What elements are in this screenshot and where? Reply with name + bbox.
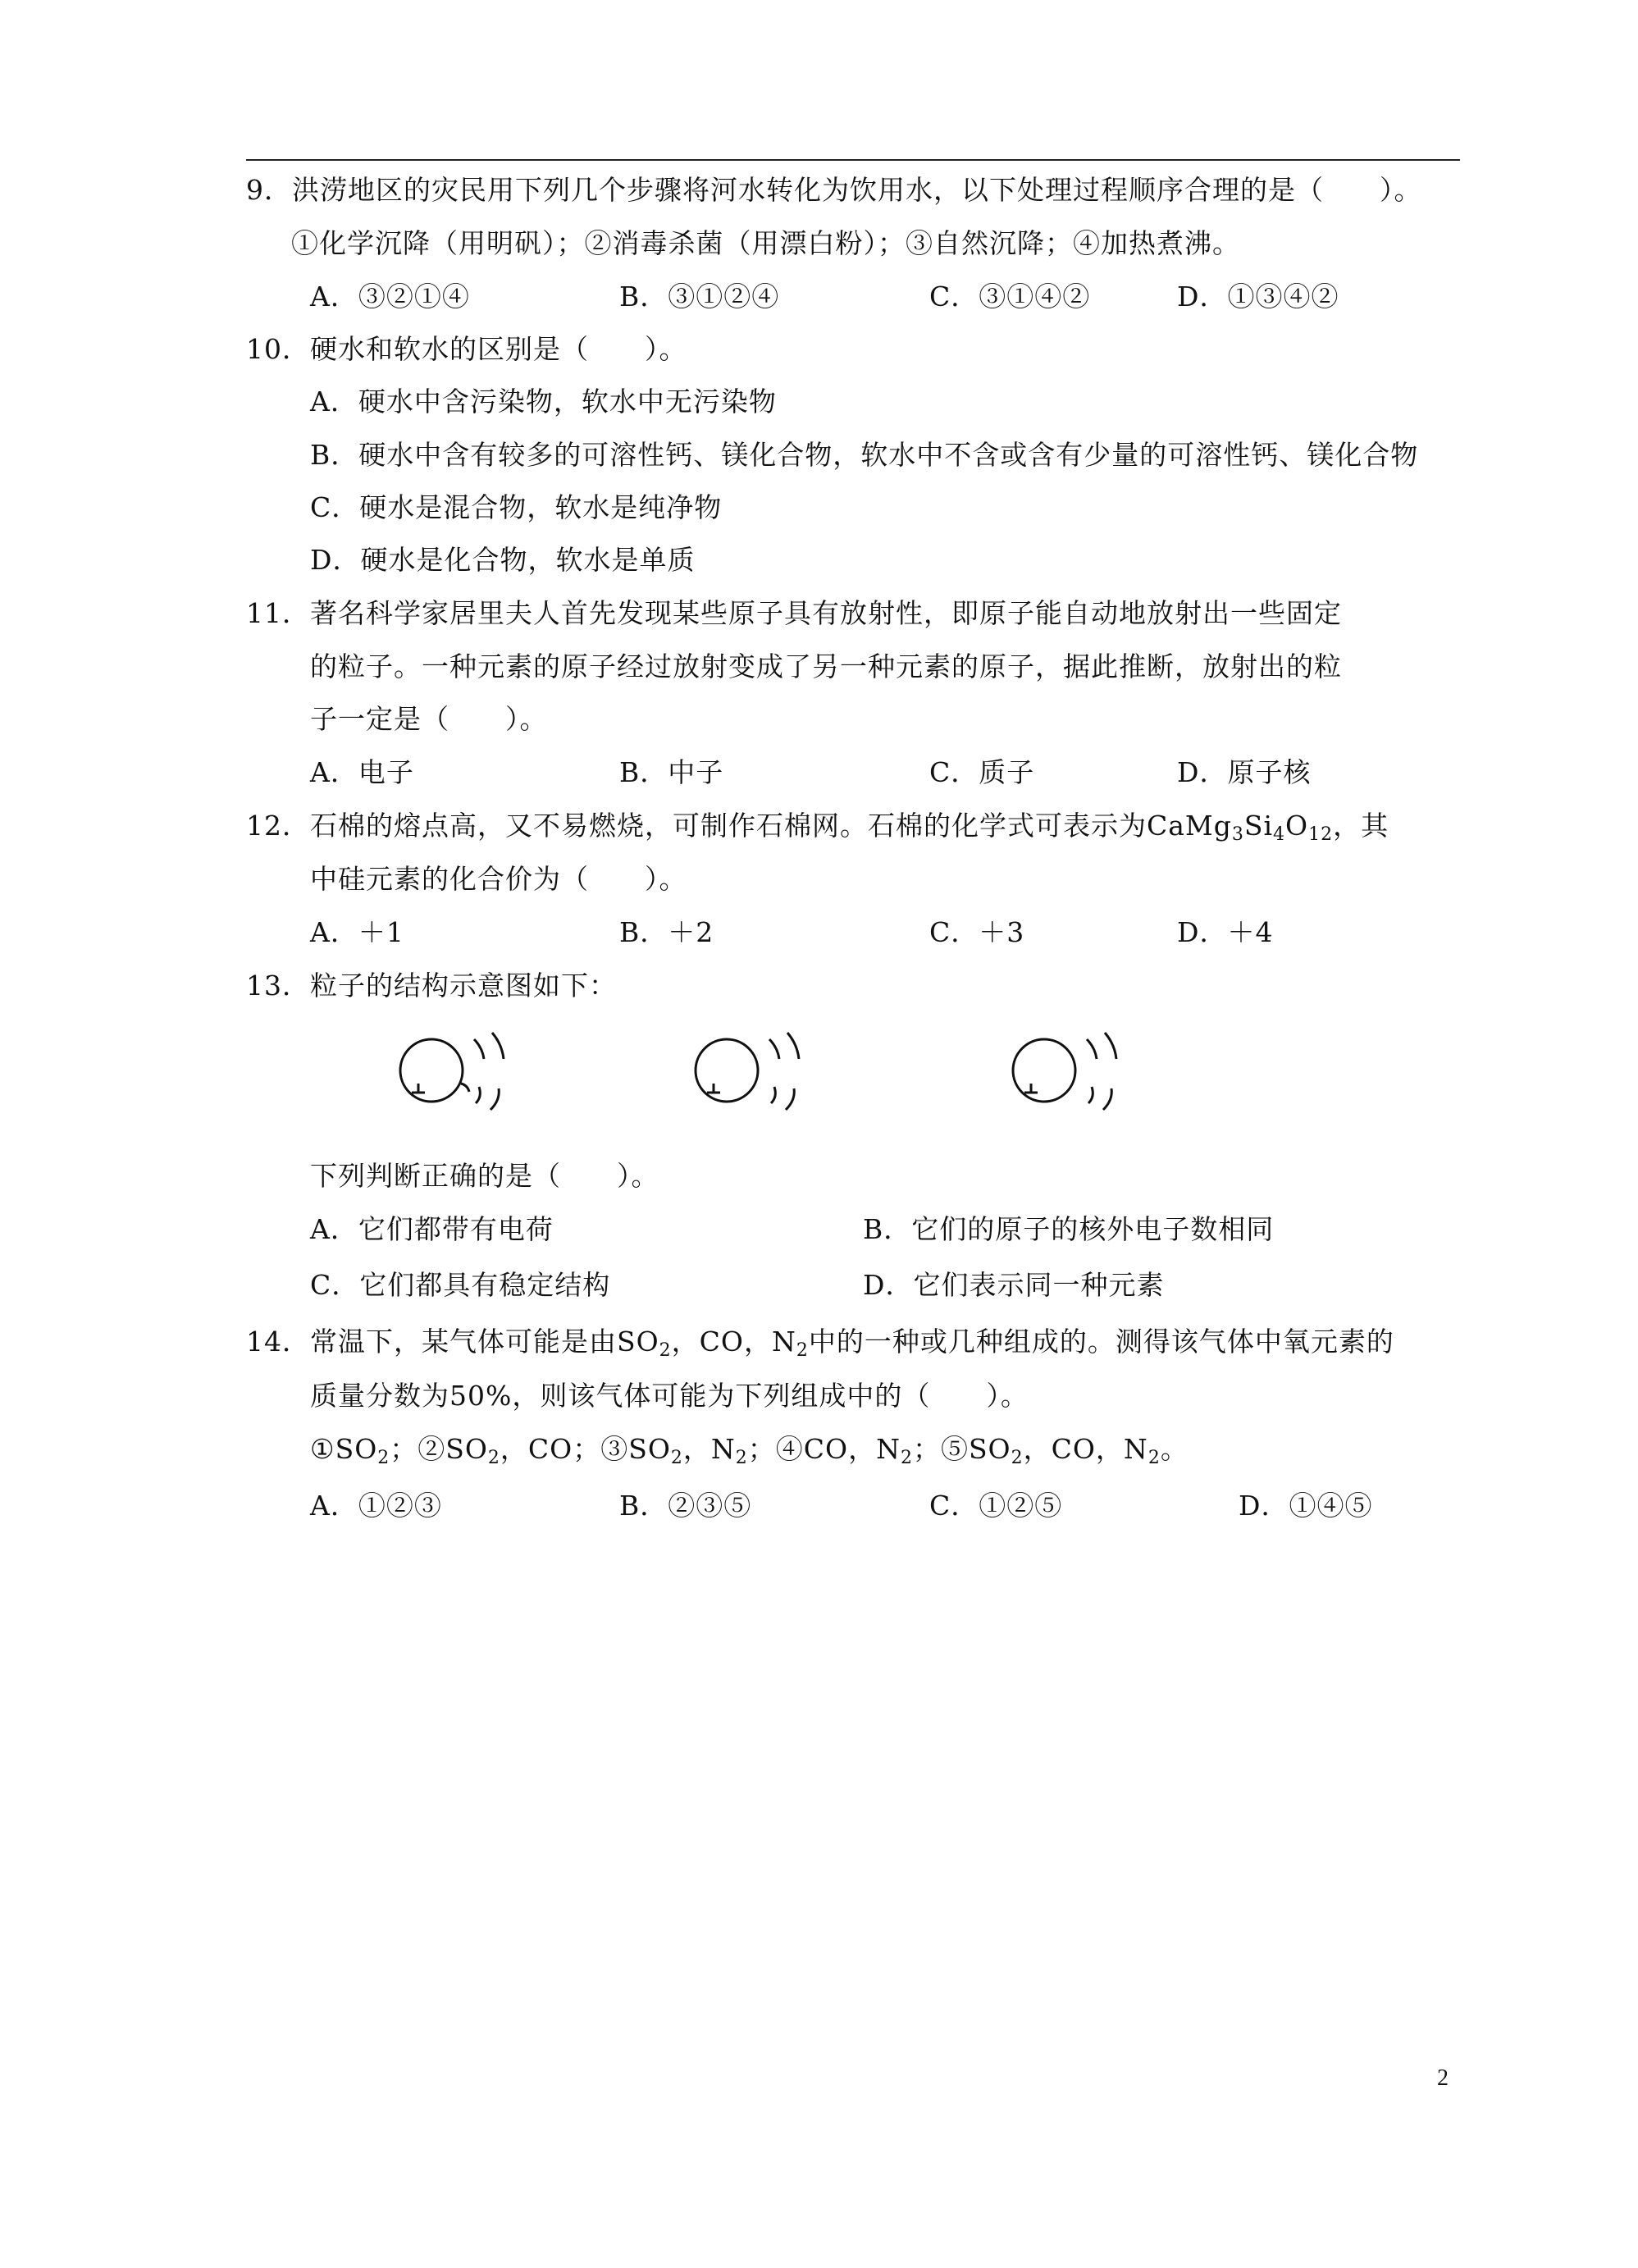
q12-option-b: B．＋2 [619,916,714,948]
q11-stem-line3: 子一定是（ ）。 [310,703,548,735]
q14-option-c: C．①②⑤ [929,1490,1063,1522]
q11-stem-line2: 的粒子。一种元素的原子经过放射变成了另一种元素的原子，据此推断，放射出的粒 [310,650,1342,682]
particle-diagram-3 [1006,1029,1162,1120]
q11-option-c: C．质子 [929,756,1035,788]
q11-stem-line1: 11．著名科学家居里夫人首先发现某些原子具有放射性，即原子能自动地放射出一些固定 [246,597,1342,629]
q9-steps: ①化学沉降（用明矾）；②消毒杀菌（用漂白粉）；③自然沉降；④加热煮沸。 [291,227,1240,259]
page-number: 2 [1437,2065,1449,2091]
q12-option-d: D．＋4 [1177,916,1274,948]
q12-option-a: A．＋1 [310,916,404,948]
q13-option-a: A．它们都带有电荷 [310,1213,554,1245]
q9-stem: 9．洪涝地区的灾民用下列几个步骤将河水转化为饮用水，以下处理过程顺序合理的是（ ）。 [246,174,1422,206]
q14-stem-line2: 质量分数为50%，则该气体可能为下列组成中的（ ）。 [310,1380,1029,1412]
q11-option-a: A．电子 [310,756,414,788]
q9-option-c: C．③①④② [929,281,1091,313]
q14-stem: 14．常温下，某气体可能是由$SO_2$，CO，$N_2$中的一种或几种组成的。测得该气体中氧元素的 [246,1326,1394,1361]
q12-stem: 12．石棉的熔点高，又不易燃烧，可制作石棉网。石棉的化学式可表示为$CaMg_3Si_4O_{12}$，其 [246,810,1389,845]
q13-option-d: D．它们表示同一种元素 [863,1269,1165,1301]
q10-option-d: D．硬水是化合物，软水是单质 [310,544,696,576]
q9-option-b: B．③①②④ [619,281,780,313]
q9-option-a: A．③②①④ [310,281,470,313]
q12-stem-line2: 中硅元素的化合价为（ ）。 [310,863,687,895]
header-rule [246,159,1460,161]
q10-option-c: C．硬水是混合物，软水是纯净物 [310,491,723,523]
q10-stem: 10．硬水和软水的区别是（ ）。 [246,333,687,365]
q9-option-d: D．①③④② [1177,281,1339,313]
q13-option-b: B．它们的原子的核外电子数相同 [863,1213,1275,1245]
q14-option-d: D．①④⑤ [1239,1490,1373,1522]
q10-option-a: A．硬水中含污染物，软水中无污染物 [310,386,777,418]
q14-option-a: A．①②③ [310,1490,442,1522]
q12-option-c: C．＋3 [929,916,1025,948]
q13-question: 下列判断正确的是（ ）。 [310,1160,659,1192]
q14-choices: $①SO_2$；$②SO_2$，CO；$③SO_2$，$N_2$；④CO，$N_2$；$⑤SO_2$，CO，$N_2$。 [310,1433,1189,1468]
particle-diagram-2 [689,1029,845,1120]
q11-option-b: B．中子 [619,756,724,788]
q10-option-b: B．硬水中含有较多的可溶性钙、镁化合物，软水中不含或含有少量的可溶性钙、镁化合物 [310,439,1419,471]
q14-option-b: B．②③⑤ [619,1490,752,1522]
particle-diagram-1 [394,1029,550,1120]
q13-option-c: C．它们都具有稳定结构 [310,1269,611,1301]
q13-stem: 13．粒子的结构示意图如下： [246,970,617,1002]
q11-option-d: D．原子核 [1177,756,1312,788]
